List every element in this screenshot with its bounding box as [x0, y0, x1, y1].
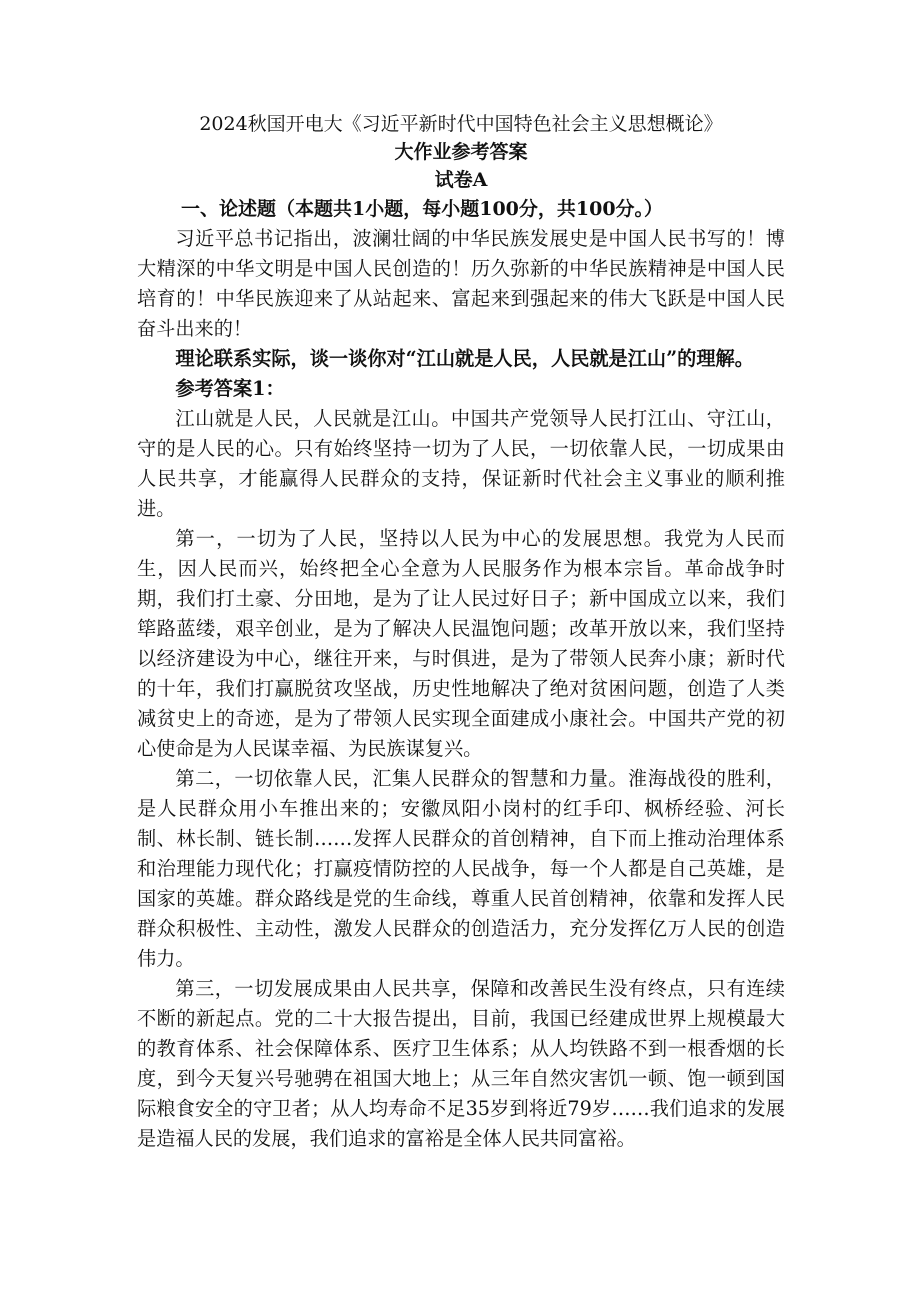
answer-paragraph: 第一，一切为了人民，坚持以人民为中心的发展思想。我党为人民而生，因人民而兴，始终把全心全意为人民服务作为根本宗旨。革命战争时期，我们打土豪、分田地，是为了让人民过好日子；新中国成立以来，我们筚路蓝缕，艰辛创业，是为了解决人民温饱问题；改革开放以来，我们坚持以经济建设为中心，继往开来，与时俱进，是为了带领人民奔小康；新时代的十年，我们打赢脱贫攻坚战，历史性地解决了绝对贫困问题，创造了人类减贫史上的奇迹，是为了带领人民实现全面建成小康社会。中国共产党的初心使命是为人民谋幸福、为民族谋复兴。 [137, 527, 785, 760]
answer-label: 参考答案1： [175, 377, 285, 400]
question-text: 理论联系实际，谈一谈你对“江山就是人民，人民就是江山”的理解。 [175, 347, 754, 370]
paper-label: 试卷A [434, 169, 488, 191]
answer-paragraph: 第二，一切依靠人民，汇集人民群众的智慧和力量。淮海战役的胜利，是人民群众用小车推出来的；安徽凤阳小岗村的红手印、枫桥经验、河长制、林长制、链长制……发挥人民群众的首创精神，自下而上推动治理体系和治理能力现代化；打赢疫情防控的人民战争，每一个人都是自己英雄，是国家的英雄。群众路线是党的生命线，尊重人民首创精神，依靠和发挥人民群众积极性、主动性，激发人民群众的创造活力，充分发挥亿万人民的创造伟力。 [137, 767, 785, 970]
answer-paragraph: 第三，一切发展成果由人民共享，保障和改善民生没有终点，只有连续不断的新起点。党的二十大报告提出，目前，我国已经建成世界上规模最大的教育体系、社会保障体系、医疗卫生体系；从人均铁路不到一根香烟的长度，到今天复兴号驰骋在祖国大地上；从三年自然灾害饥一顿、饱一顿到国际粮食安全的守卫者；从人均寿命不足35岁到将近79岁……我们追求的发展是造福人民的发展，我们追求的富裕是全体人民共同富裕。 [137, 977, 785, 1150]
intro-paragraph: 习近平总书记指出，波澜壮阔的中华民族发展史是中国人民书写的！博大精深的中华文明是中国人民创造的！历久弥新的中华民族精神是中国人民培育的！中华民族迎来了从站起来、富起来到强起来的伟大飞跃是中国人民奋斗出来的！ [137, 227, 785, 340]
section-heading: 一、论述题（本题共1小题，每小题100分，共100分。） [181, 198, 664, 220]
document-subtitle: 大作业参考答案 [394, 141, 528, 163]
document-title: 2024秋国开电大《习近平新时代中国特色社会主义思想概论》 [199, 113, 723, 135]
document-page [137, 110, 785, 1154]
answer-paragraph: 江山就是人民，人民就是江山。中国共产党领导人民打江山、守江山，守的是人民的心。只有始终坚持一切为了人民，一切依靠人民，一切成果由人民共享，才能赢得人民群众的支持，保证新时代社会主义事业的顺利推进。 [137, 407, 785, 520]
